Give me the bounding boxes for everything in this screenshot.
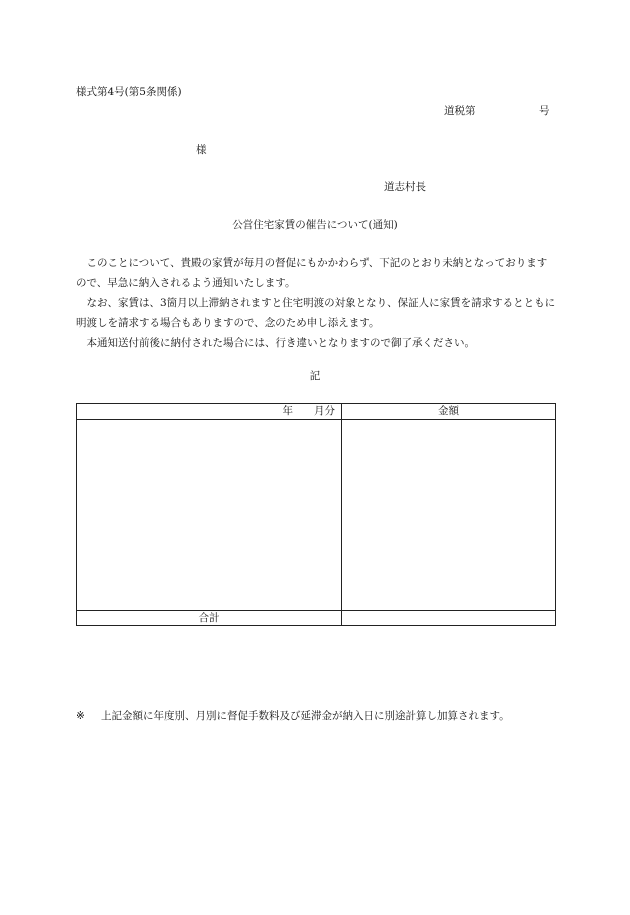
total-label: 合計 (77, 610, 342, 626)
amount-cell (342, 419, 556, 610)
addressee-honorific: 様 (196, 144, 207, 156)
note-mark: ※ (76, 710, 85, 722)
period-column-header: 年 月分 (77, 404, 342, 420)
document-title: 公営住宅家賃の催告について(通知) (232, 219, 398, 231)
body-paragraph-3: 本通知送付前後に納付された場合には、行き違いとなりますので御了承ください。 (86, 337, 475, 349)
period-cell (77, 419, 342, 610)
arrears-table (76, 403, 556, 626)
body-paragraph-2: なお、家賃は、3箇月以上滞納されますと住宅明渡の対象となり、保証人に家賃を請求するとともに明渡しを請求する場合もありますので、念のため申し添えます。 (76, 297, 556, 329)
table-row (77, 419, 556, 610)
footnote (76, 706, 556, 726)
total-amount-cell (342, 610, 556, 626)
amount-column-header: 金額 (342, 404, 556, 420)
form-number: 様式第4号(第5条関係) (76, 86, 182, 98)
note-text: 上記金額に年度別、月別に督促手数料及び延滞金が納入日に別途計算し加算されます。 (101, 710, 510, 722)
notice-body (76, 253, 556, 353)
table-header-row (77, 404, 556, 420)
reference-number-suffix: 号 (539, 105, 550, 117)
table-total-row (77, 610, 556, 626)
body-paragraph-1: このことについて、貴殿の家賃が毎月の督促にもかかわらず、下記のとおり未納となっておりますので、早急に納入されるよう通知いたします。 (76, 257, 548, 289)
ki-heading: 記 (309, 370, 321, 382)
reference-number-prefix: 道税第 (444, 105, 476, 117)
issuer-name: 道志村長 (384, 181, 426, 193)
